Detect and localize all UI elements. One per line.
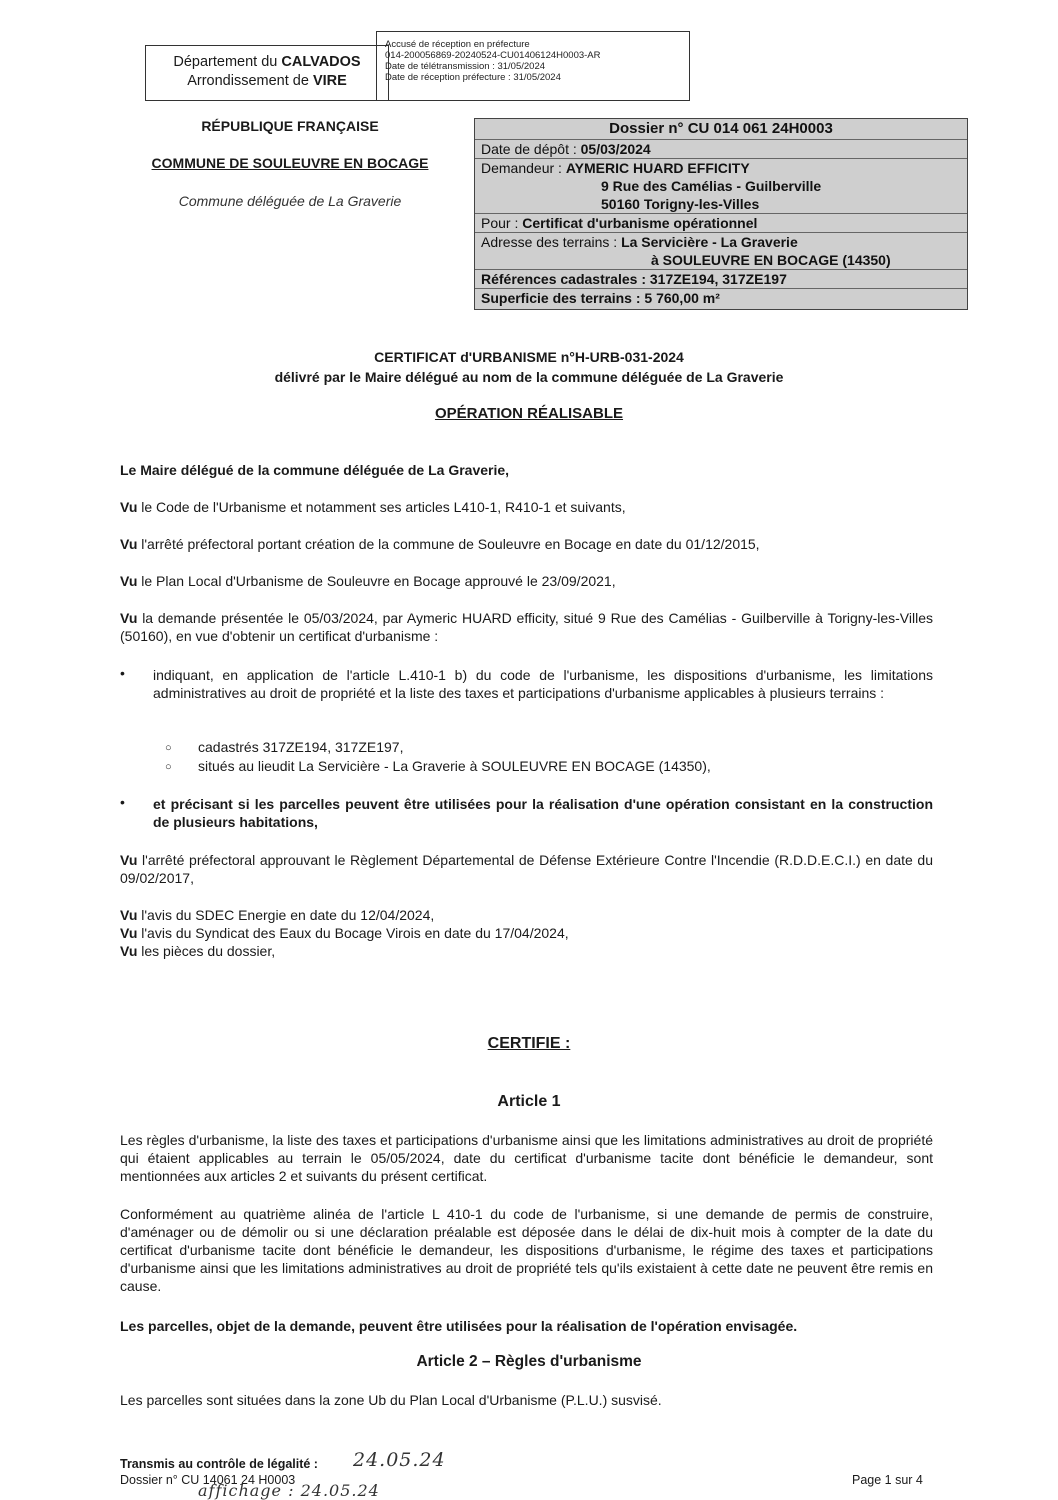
certificate-subtitle: délivré par le Maire délégué au nom de la commune déléguée de La Graverie bbox=[274, 369, 784, 385]
bullet-dot: • bbox=[120, 794, 125, 810]
sub-bullet-text: cadastrés 317ZE194, 317ZE197, bbox=[198, 739, 404, 755]
vu-paragraph: Vu l'arrêté préfectoral portant création de la commune de Souleuvre en Bocage en date du 01/12/2015, bbox=[120, 536, 760, 552]
vu-paragraph: Vu les pièces du dossier, bbox=[120, 943, 276, 959]
article-2-paragraph: Les parcelles sont situées dans la zone Ub du Plan Local d'Urbanisme (P.L.U.) susvisé. bbox=[120, 1392, 662, 1408]
page-number: Page 1 sur 4 bbox=[852, 1473, 923, 1487]
intro-line: Le Maire délégué de la commune déléguée de La Graverie, bbox=[120, 462, 510, 478]
department-line: Département du CALVADOS bbox=[173, 54, 361, 70]
commune-heading: COMMUNE DE SOULEUVRE EN BOCAGE bbox=[151, 155, 429, 171]
vu-paragraph: Vu le Code de l'Urbanisme et notamment ses articles L410-1, R410-1 et suivants, bbox=[120, 499, 626, 515]
bullet-text: et précisant si les parcelles peuvent être utilisées pour la réalisation d'une opération consistant en la construction de plusieurs habitations, bbox=[153, 796, 933, 830]
arrondissement-line: Arrondissement de VIRE bbox=[187, 73, 347, 89]
prefecture-stamp bbox=[376, 31, 690, 101]
stamp-line: Date de réception préfecture : 31/05/2024 bbox=[385, 72, 561, 83]
vu-paragraph: Vu le Plan Local d'Urbanisme de Souleuvre en Bocage approuvé le 23/09/2021, bbox=[120, 573, 616, 589]
commune-deleguee: Commune déléguée de La Graverie bbox=[178, 193, 402, 209]
dossier-date-row: Date de dépôt : 05/03/2024 bbox=[475, 140, 967, 159]
certificate-title: CERTIFICAT d'URBANISME n°H-URB-031-2024 bbox=[374, 349, 684, 365]
dossier-box bbox=[474, 118, 968, 310]
footer-transmis: Transmis au contrôle de légalité : bbox=[120, 1457, 318, 1471]
dossier-title: Dossier n° CU 014 061 24H0003 bbox=[475, 119, 967, 140]
bullet-text: indiquant, en application de l'article L.410-1 b) du code de l'urbanisme, les dispositions d'urbanisme, les limitations administratives au droit de propriété et la liste des taxes et participations d'urbanisme applicables à plusieurs terrains : bbox=[153, 667, 933, 701]
article-2-heading: Article 2 – Règles d'urbanisme bbox=[416, 1353, 642, 1370]
article-1-paragraph: Conformément au quatrième alinéa de l'article L 410-1 du code de l'urbanisme, si une demande de permis de construire, d'aménager ou de démolir ou si une déclaration préalable est déposée dans le délai de dix-huit mois à compter de la date du certificat d'urbanisme tacite dont bénéficie le demandeur, les dispositions d'urbanisme, le régime des taxes et participations d'urbanisme ainsi que les limitations administratives au droit de propriété tels qu'ils existaient à cette date ne peuvent être remis en cause. bbox=[120, 1206, 933, 1294]
sub-bullet-text: situés au lieudit La Servicière - La Graverie à SOULEUVRE EN BOCAGE (14350), bbox=[198, 758, 711, 774]
dossier-refs-row: Références cadastrales : 317ZE194, 317ZE197 bbox=[475, 270, 967, 289]
stamp-line: Accusé de réception en préfecture bbox=[385, 39, 530, 50]
article-1-heading: Article 1 bbox=[497, 1093, 561, 1110]
footer-dossier: Dossier n° CU 14061 24 H0003 bbox=[120, 1473, 296, 1487]
sub-bullet-circle: ○ bbox=[165, 742, 172, 754]
dossier-demandeur-row: Demandeur : AYMERIC HUARD EFFICITY 9 Rue des Camélias - Guilberville 50160 Torigny-les-Villes bbox=[475, 159, 967, 214]
handwritten-affichage: affichage : 24.05.24 bbox=[198, 1481, 380, 1500]
certifie-heading: CERTIFIE : bbox=[487, 1035, 571, 1052]
article-1-paragraph: Les règles d'urbanisme, la liste des taxes et participations d'urbanisme ainsi que les limitations administratives au droit de propriété qui étaient applicables au terrain le 05/05/2024, date du certificat d'urbanisme tacite dont bénéficie le demandeur, sont mentionnées aux articles 2 et suivants du présent certificat. bbox=[120, 1132, 933, 1184]
dossier-superficie-row: Superficie des terrains : 5 760,00 m² bbox=[481, 290, 720, 306]
stamp-line: Date de télétransmission : 31/05/2024 bbox=[385, 61, 546, 72]
handwritten-transmis-date: 24.05.24 bbox=[353, 1449, 446, 1471]
sub-bullet-circle: ○ bbox=[165, 761, 172, 773]
vu-paragraph: Vu la demande présentée le 05/03/2024, par Aymeric HUARD efficity, situé 9 Rue des Camélias - Guilberville à Torigny-les-Villes (50160), en vue d'obtenir un certificat d'urbanisme : bbox=[120, 610, 934, 644]
stamp-line: 014-200056869-20240524-CU01406124H0003-AR bbox=[385, 50, 601, 61]
article-1-conclusion: Les parcelles, objet de la demande, peuvent être utilisées pour la réalisation de l'opération envisagée. bbox=[120, 1318, 798, 1334]
republique-heading: RÉPUBLIQUE FRANÇAISE bbox=[201, 118, 379, 134]
dossier-pour-row: Pour : Certificat d'urbanisme opérationnel bbox=[475, 214, 967, 233]
vu-paragraph: Vu l'avis du Syndicat des Eaux du Bocage Virois en date du 17/04/2024, bbox=[120, 925, 569, 941]
vu-paragraph: Vu l'arrêté préfectoral approuvant le Règlement Départemental de Défense Extérieure Contre l'Incendie (R.D.D.E.C.I.) en date du 09/02/2017, bbox=[120, 852, 934, 886]
operation-heading: OPÉRATION RÉALISABLE bbox=[434, 405, 624, 422]
department-box bbox=[145, 45, 389, 101]
bullet-dot: • bbox=[120, 665, 125, 681]
dossier-adresse-row: Adresse des terrains : La Servicière - La Graverie à SOULEUVRE EN BOCAGE (14350) bbox=[475, 233, 967, 270]
vu-paragraph: Vu l'avis du SDEC Energie en date du 12/04/2024, bbox=[120, 907, 435, 923]
